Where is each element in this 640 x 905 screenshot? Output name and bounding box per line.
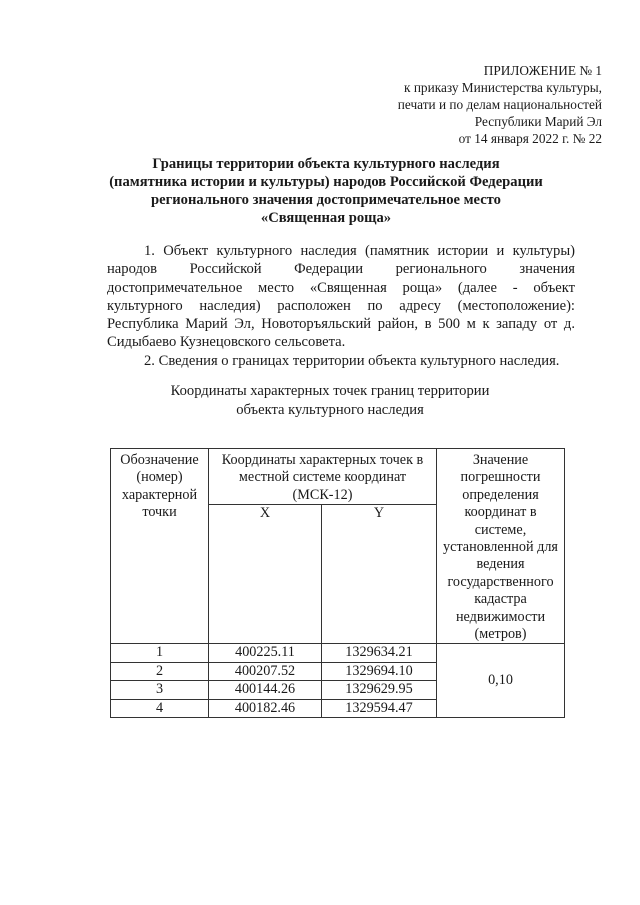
appendix-line: к приказу Министерства культуры,	[404, 80, 602, 95]
header-point-number: Обозначение (номер) характерной точки	[111, 449, 209, 644]
coord-y: 1329634.21	[322, 644, 437, 662]
title-line: (памятника истории и культуры) народов Российской Федерации	[109, 174, 543, 190]
title-line: Границы территории объекта культурного наследия	[152, 156, 500, 172]
appendix-date: от 14 января 2022 г. № 22	[458, 131, 602, 146]
appendix-line: Республики Марий Эл	[474, 114, 602, 129]
point-number: 1	[111, 644, 209, 662]
coord-y: 1329629.95	[322, 681, 437, 699]
header-error: Значение погрешности определения координат в системе, установленной для ведения государственного кадастра недвижимости (метров)	[437, 449, 565, 644]
table-header-row	[111, 449, 565, 505]
table-row	[111, 644, 565, 662]
coord-y: 1329694.10	[322, 662, 437, 680]
coordinates-table	[110, 448, 565, 718]
appendix-header	[340, 62, 602, 147]
coord-y: 1329594.47	[322, 699, 437, 717]
document-title	[95, 155, 557, 227]
table-caption	[80, 382, 580, 420]
appendix-title: ПРИЛОЖЕНИЕ № 1	[483, 63, 602, 78]
caption-line: объекта культурного наследия	[236, 402, 424, 418]
point-number: 3	[111, 681, 209, 699]
coord-x: 400225.11	[209, 644, 322, 662]
coord-x: 400144.26	[209, 681, 322, 699]
point-number: 2	[111, 662, 209, 680]
title-line: регионального значения достопримечательное место	[151, 192, 501, 208]
paragraph-boundaries: 2. Сведения о границах территории объекта культурного наследия.	[144, 353, 560, 369]
title-line: «Священная роща»	[260, 210, 392, 226]
error-value: 0,10	[437, 644, 565, 718]
header-x: X	[209, 505, 322, 644]
header-coordinates: Координаты характерных точек в местной системе координат (МСК-12)	[209, 449, 437, 505]
point-number: 4	[111, 699, 209, 717]
coord-x: 400182.46	[209, 699, 322, 717]
header-y: Y	[322, 505, 437, 644]
caption-line: Координаты характерных точек границ территории	[170, 383, 490, 399]
coord-x: 400207.52	[209, 662, 322, 680]
paragraph-location: 1. Объект культурного наследия (памятник истории и культуры) народов Российской Федерации регионального значения достопримечательное место «Священная роща» (далее - объект культурного наследия) расположен по адресу (местоположение): Республика Марий Эл, Новоторъяльский район, в 500 м к западу от д. Сидыбаево Кузнецовского сельсовета.	[107, 243, 575, 351]
appendix-line: печати и по делам национальностей	[397, 97, 602, 112]
